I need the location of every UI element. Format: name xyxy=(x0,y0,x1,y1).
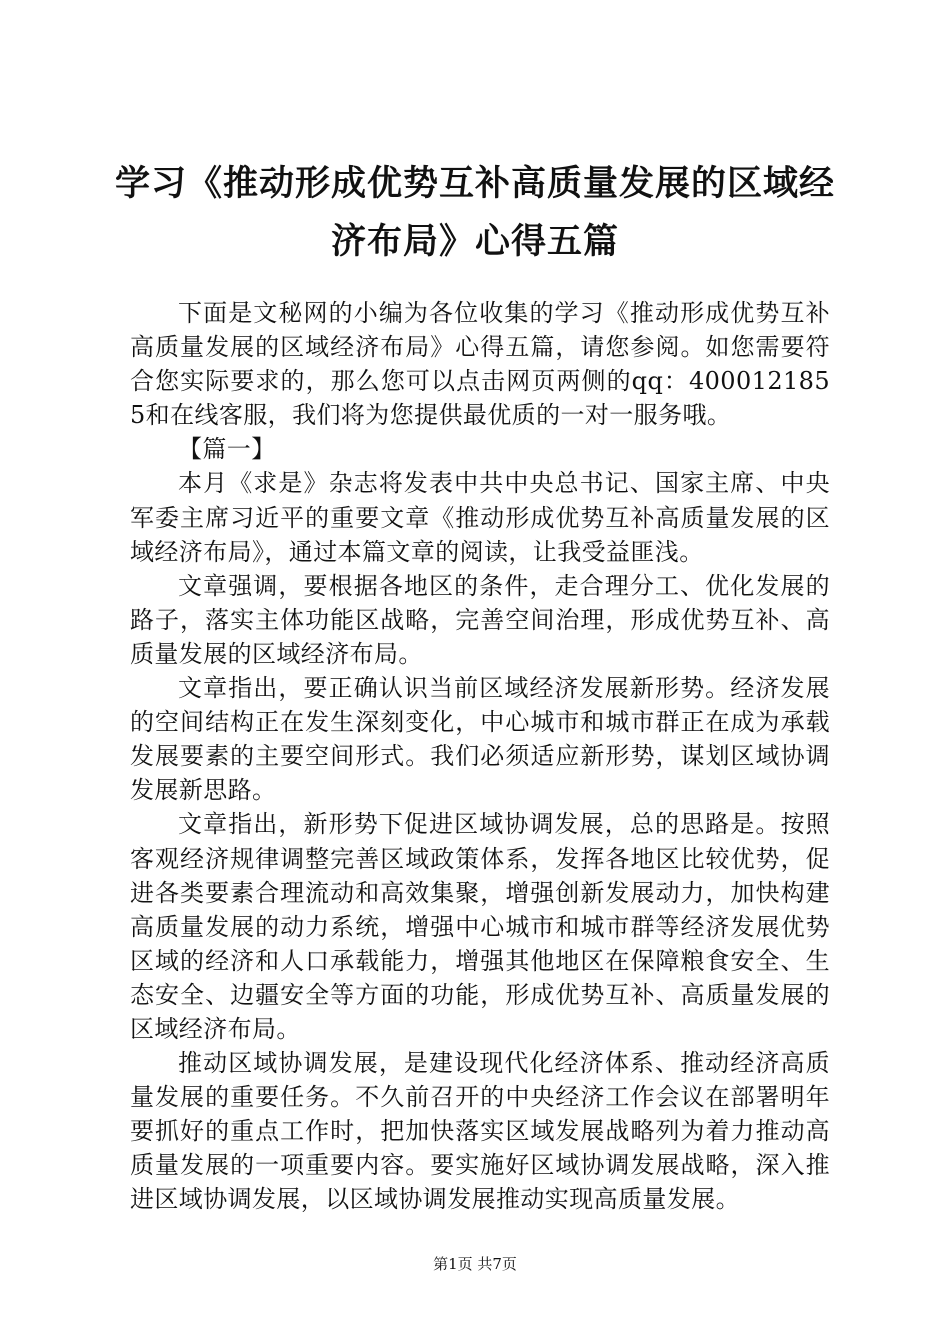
section-heading: 【篇一】 xyxy=(178,435,276,464)
document-title-line-2: 济布局》心得五篇 xyxy=(330,222,619,262)
intro-paragraph: 下面是文秘网的小编为各位收集的学习《推动形成优势互补高质量发展的区域经济布局》心得五篇，请您参阅。如您需要符合您实际要求的，那么您可以点击网页两侧的qq：4000121855和在线客服，我们将为您提供最优质的一对一服务哦。 xyxy=(130,299,830,430)
body-paragraph: 文章指出，要正确认识当前区域经济发展新形势。经济发展的空间结构正在发生深刻变化，中心城市和城市群正在成为承载发展要素的主要空间形式。我们必须适应新形势，谋划区域协调发展新思路。 xyxy=(130,674,830,805)
page-number-footer: 第1页 共7页 xyxy=(433,1255,517,1273)
body-paragraph: 本月《求是》杂志将发表中共中央总书记、国家主席、中央军委主席习近平的重要文章《推动形成优势互补高质量发展的区域经济布局》，通过本篇文章的阅读，让我受益匪浅。 xyxy=(130,469,830,566)
body-paragraph: 推动区域协调发展，是建设现代化经济体系、推动经济高质量发展的重要任务。不久前召开的中央经济工作会议在部署明年要抓好的重点工作时，把加快落实区域发展战略列为着力推动高质量发展的一项重要内容。要实施好区域协调发展战略，深入推进区域协调发展，以区域协调发展推动实现高质量发展。 xyxy=(130,1049,830,1214)
body-paragraph: 文章指出，新形势下促进区域协调发展，总的思路是。按照客观经济规律调整完善区域政策体系，发挥各地区比较优势，促进各类要素合理流动和高效集聚，增强创新发展动力，加快构建高质量发展的动力系统，增强中心城市和城市群等经济发展优势区域的经济和人口承载能力，增强其他地区在保障粮食安全、生态安全、边疆安全等方面的功能，形成优势互补、高质量发展的区域经济布局。 xyxy=(130,810,830,1043)
document-title-line-1: 学习《推动形成优势互补高质量发展的区域经 xyxy=(114,164,835,204)
document-body xyxy=(130,296,830,1217)
body-paragraph: 文章强调，要根据各地区的条件，走合理分工、优化发展的路子，落实主体功能区战略，完善空间治理，形成优势互补、高质量发展的区域经济布局。 xyxy=(130,571,830,668)
